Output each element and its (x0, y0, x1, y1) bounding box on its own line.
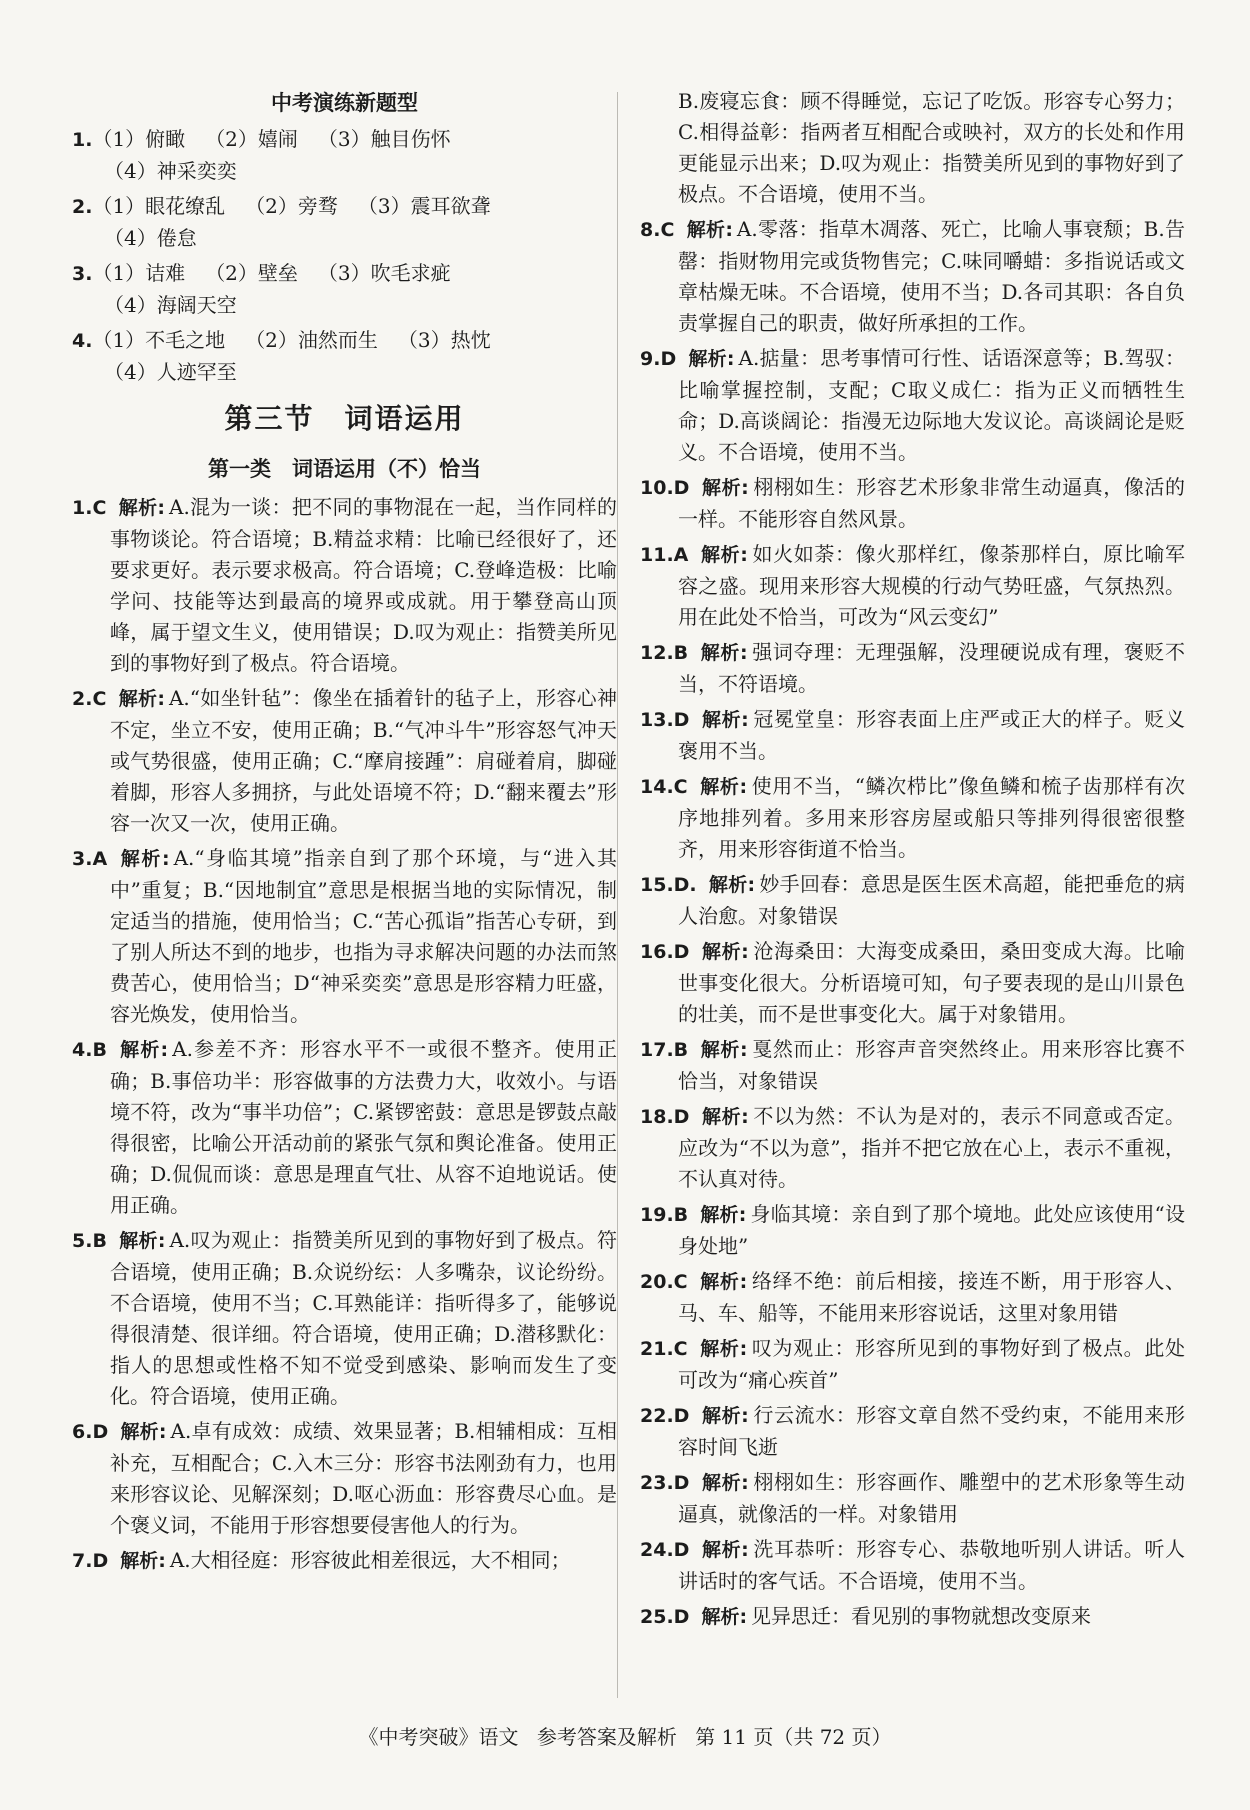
analysis-label: 解析: (701, 1405, 749, 1427)
answer-item (640, 1266, 1185, 1329)
answer-number: 23.D (640, 1472, 690, 1494)
vocab-word: （3）热忱 (397, 328, 491, 352)
answer-text: 栩栩如生：形容艺术形象非常生动逼真，像活的一样。不能形容自然风景。 (678, 475, 1185, 531)
answer-number: 4.B (72, 1039, 107, 1061)
analysis-label: 解析: (701, 1472, 749, 1494)
vocab-word: （3）吹毛求疵 (317, 261, 451, 285)
answer-item (640, 1333, 1185, 1396)
answer-item (72, 1545, 617, 1577)
answer-item (72, 843, 617, 1030)
answer-text: A.混为一谈：把不同的事物混在一起，当作同样的事物谈论。符合语境；B.精益求精：比喻已经很好了，还要求更好。表示要求极高。符合语境；C.登峰造极：比喻学问、技能等达到最高的境界或成就。用于攀登高山顶峰，属于望文生义，使用错误；D.叹为观止：指赞美所见到的事物好到了极点。符合语境。 (110, 495, 617, 675)
answer-number: 16.D (640, 941, 690, 963)
analysis-label: 解析: (119, 848, 170, 870)
footer-section: 参考答案及解析 (536, 1725, 677, 1749)
answer-text: 沧海桑田：大海变成桑田，桑田变成大海。比喻世事变化很大。分析语境可知，句子要表现的是山川景色的壮美，而不是世事变化大。属于对象错用。 (678, 939, 1185, 1026)
answer-number: 25.D (640, 1606, 690, 1628)
analysis-label: 解析: (701, 1539, 749, 1561)
vocab-word: （4）神采奕奕 (104, 159, 237, 183)
vocab-word: （4）倦怠 (104, 226, 197, 250)
left-column (72, 86, 617, 1581)
answer-text: A.“身临其境”指亲自到了那个环境，与“进入其中”重复；B.“因地制宜”意思是根据当地的实际情况，制定适当的措施，使用恰当；C.“苦心孤诣”指苦心专研，到了别人所达不到的地步，也指为寻求解决问题的办法而煞费苦心，使用恰当；D“神采奕奕”意思是形容精力旺盛，容光焕发，使用恰当。 (110, 846, 617, 1026)
answer-item (72, 1416, 617, 1541)
answer-text: A.掂量：思考事情可行性、话语深意等；B.驾驭：比喻掌握控制，支配；C取义成仁：指为正义而牺牲生命；D.高谈阔论：指漫无边际地大发议论。高谈阔论是贬义。不合语境，使用不当。 (678, 346, 1185, 464)
vocab-number: 3. (72, 263, 93, 285)
analysis-label: 解析: (699, 1271, 748, 1293)
answer-item (72, 1034, 617, 1221)
answer-text: B.废寝忘食：顾不得睡觉，忘记了吃饭。形容专心努力；C.相得益彰：指两者互相配合或映衬，双方的长处和作用更能显示出来；D.叹为观止：指赞美所见到的事物好到了极点。不合语境，使用不当。 (678, 89, 1185, 206)
answer-text: 使用不当，“鳞次栉比”像鱼鳞和梳子齿那样有次序地排列着。多用来形容房屋或船只等排列得很密很整齐，用来形容街道不恰当。 (678, 774, 1186, 861)
answer-item (72, 683, 617, 839)
answer-text: 妙手回春：意思是医生医术高超，能把垂危的病人治愈。对象错误 (678, 872, 1186, 928)
vocab-line (72, 223, 617, 254)
analysis-label: 解析: (700, 544, 748, 566)
analysis-label: 解析: (701, 1106, 749, 1128)
analysis-label: 解析: (118, 688, 165, 710)
analysis-label: 解析: (118, 1230, 166, 1252)
vocab-item (72, 325, 617, 388)
vocab-word: （1）诘难 (92, 261, 186, 285)
analysis-label: 解析: (700, 1204, 747, 1226)
answer-number: 7.D (72, 1550, 109, 1572)
answer-item (640, 1534, 1185, 1597)
vocab-word: （3）触目伤怀 (317, 127, 451, 151)
answer-text: A.零落：指草木凋落、死亡，比喻人事衰颓；B.告罄：指财物用完或货物售完；C.味同嚼蜡：多指说话或文章枯燥无味。不合语境，使用不当；D.各司其职：各自负责掌握自己的职责，做好所承担的工作。 (678, 217, 1185, 335)
answer-number: 14.C (640, 776, 688, 798)
answer-number: 2.C (72, 688, 107, 710)
vocab-word: （1）眼花缭乱 (92, 194, 226, 218)
analysis-label: 解析: (708, 874, 756, 896)
answer-item (640, 869, 1185, 932)
answer-number: 9.D (640, 348, 677, 370)
answer-number: 8.C (640, 219, 675, 241)
answer-item (640, 343, 1185, 468)
analysis-label: 解析: (701, 709, 749, 731)
analysis-label: 解析: (699, 1338, 748, 1360)
vocab-item (72, 191, 617, 254)
column-divider (617, 92, 618, 1698)
vocab-word: （2）壁垒 (205, 261, 298, 285)
answer-text: 强词夺理：无理强解，没理硬说成有理，褒贬不当，不符语境。 (678, 640, 1185, 696)
left-answer-list (72, 492, 617, 1577)
answer-number: 24.D (640, 1539, 690, 1561)
right-answer-list (640, 86, 1185, 1633)
answer-text: 冠冕堂皇：形容表面上庄严或正大的样子。贬义褒用不当。 (678, 707, 1185, 763)
answer-item (640, 214, 1185, 339)
answer-item (640, 1101, 1185, 1195)
answer-number: 11.A (640, 544, 689, 566)
answer-number: 20.C (640, 1271, 688, 1293)
analysis-label: 解析: (699, 776, 748, 798)
answer-item (640, 1467, 1185, 1530)
vocab-item (72, 124, 617, 187)
answer-number: 5.B (72, 1230, 107, 1252)
answer-item (640, 771, 1185, 865)
answer-number: 1.C (72, 497, 107, 519)
analysis-label: 解析: (118, 497, 166, 519)
vocab-number: 2. (72, 196, 93, 218)
vocab-word: （2）油然而生 (245, 328, 378, 352)
analysis-label: 解析: (686, 219, 733, 241)
analysis-label: 解析: (120, 1550, 166, 1572)
answer-number: 10.D (640, 477, 690, 499)
answer-text: 戛然而止：形容声音突然终止。用来形容比赛不恰当，对象错误 (678, 1037, 1185, 1093)
answer-item (640, 1400, 1185, 1463)
analysis-label: 解析: (700, 1039, 748, 1061)
footer-book-title: 《中考突破》语文 (358, 1725, 519, 1749)
answer-text: A.参差不齐：形容水平不一或很不整齐。使用正确；B.事倍功半：形容做事的方法费力大，收效小。与语境不符，改为“事半功倍”；C.紧锣密鼓：意思是锣鼓点敲得很密，比喻公开活动前的紧张气氛和舆论准备。使用正确；D.侃侃而谈：意思是理直气壮、从容不迫地说话。使用正确。 (110, 1037, 617, 1217)
vocab-word: （3）震耳欲聋 (357, 194, 491, 218)
vocab-line (72, 325, 617, 357)
analysis-label: 解析: (118, 1039, 169, 1061)
answer-number: 19.B (640, 1204, 689, 1226)
answer-number: 22.D (640, 1405, 690, 1427)
answer-item (640, 472, 1185, 535)
vocab-word: （1）俯瞰 (92, 127, 186, 151)
page-footer (0, 1722, 1250, 1752)
answer-item (640, 1199, 1185, 1262)
answer-number: 21.C (640, 1338, 688, 1360)
vocab-word: （4）人迹罕至 (104, 360, 237, 384)
answer-item (640, 936, 1185, 1030)
footer-page-number: 第 11 页（共 72 页） (695, 1725, 892, 1749)
right-column (640, 86, 1185, 1637)
section-title: 中考演练新题型 (271, 90, 418, 115)
answer-item (72, 492, 617, 679)
vocab-line (72, 290, 617, 321)
answer-text: A.大相径庭：形容彼此相差很远，大不相同； (169, 1548, 571, 1572)
answer-text: A.“如坐针毡”：像坐在插着针的毡子上，形容心神不定，坐立不安，使用正确；B.“气冲斗牛”形容怒气冲天或气势很盛，使用正确；C.“摩肩接踵”：肩碰着肩，脚碰着脚，形容人多拥挤，与此处语境不符；D.“翻来覆去”形容一次又一次，使用正确。 (110, 686, 617, 835)
answer-number: 12.B (640, 642, 689, 664)
answer-text: 身临其境：亲自到了那个境地。此处应该使用“设身处地” (678, 1202, 1185, 1258)
analysis-label: 解析: (701, 941, 749, 963)
analysis-label: 解析: (701, 477, 749, 499)
vocab-word: （2）嬉闹 (205, 127, 298, 151)
vocab-word: （1）不毛之地 (92, 328, 226, 352)
answer-number: 13.D (640, 709, 690, 731)
answer-item (72, 1225, 617, 1412)
answer-item (640, 1034, 1185, 1097)
analysis-label: 解析: (120, 1421, 167, 1443)
answer-number: 18.D (640, 1106, 690, 1128)
answer-text: 行云流水：形容文章自然不受约束，不能用来形容时间飞逝 (678, 1403, 1185, 1459)
answer-item (640, 637, 1185, 700)
answer-number: 3.A (72, 848, 108, 870)
answer-text: 洗耳恭听：形容专心、恭敬地听别人讲话。听人讲话时的客气话。不合语境，使用不当。 (678, 1537, 1185, 1593)
vocab-number: 4. (72, 330, 93, 352)
analysis-label: 解析: (700, 642, 748, 664)
answer-number: 17.B (640, 1039, 689, 1061)
answer-text: 见异思迁：看见别的事物就想改变原来 (751, 1604, 1092, 1628)
vocab-list (72, 124, 617, 388)
answer-text: 栩栩如生：形容画作、雕塑中的艺术形象等生动逼真，就像活的一样。对象错用 (678, 1470, 1185, 1526)
answer-text: 如火如荼：像火那样红，像荼那样白，原比喻军容之盛。现用来形容大规模的行动气势旺盛，气氛热烈。用在此处不恰当，可改为“风云变幻” (678, 542, 1185, 629)
answer-text: 不以为然：不认为是对的，表示不同意或否定。应改为“不以为意”，指并不把它放在心上，表示不重视，不认真对待。 (678, 1104, 1185, 1191)
subsection-title: 第一类 词语运用（不）恰当 (208, 456, 481, 481)
vocab-word: （2）旁骛 (245, 194, 338, 218)
answer-item (640, 86, 1185, 210)
vocab-line (72, 156, 617, 187)
answer-item (640, 704, 1185, 767)
answer-item (640, 1601, 1185, 1633)
analysis-label: 解析: (688, 348, 735, 370)
vocab-line (72, 357, 617, 388)
answer-text: A.叹为观止：指赞美所见到的事物好到了极点。符合语境，使用正确；B.众说纷纭：人多嘴杂，议论纷纷。不合语境，使用不当；C.耳熟能详：指听得多了，能够说得很清楚、很详细。符合语境，使用正确；D.潜移默化：指人的思想或性格不知不觉受到感染、影响而发生了变化。符合语境，使用正确。 (110, 1228, 617, 1408)
answer-text: 叹为观止：形容所见到的事物好到了极点。此处可改为“痛心疾首” (678, 1336, 1185, 1392)
vocab-word: （4）海阔天空 (104, 293, 237, 317)
answer-number: 15.D. (640, 874, 697, 896)
answer-text: 络绎不绝：前后相接，接连不断，用于形容人、马、车、船等，不能用来形容说话，这里对象用错 (678, 1269, 1185, 1325)
vocab-number: 1. (72, 129, 93, 151)
analysis-label: 解析: (701, 1606, 748, 1628)
vocab-line (72, 191, 617, 223)
answer-item (640, 539, 1185, 633)
answer-number: 6.D (72, 1421, 109, 1443)
vocab-line (72, 124, 617, 156)
vocab-item (72, 258, 617, 321)
answer-text: A.卓有成效：成绩、效果显著；B.相辅相成：互相补充，互相配合；C.入木三分：形容书法刚劲有力，也用来形容议论、见解深刻；D.呕心沥血：形容费尽心血。是个褒义词，不能用于形容想要侵害他人的行为。 (110, 1419, 617, 1537)
chapter-title: 第三节 词语运用 (224, 402, 465, 435)
vocab-line (72, 258, 617, 290)
